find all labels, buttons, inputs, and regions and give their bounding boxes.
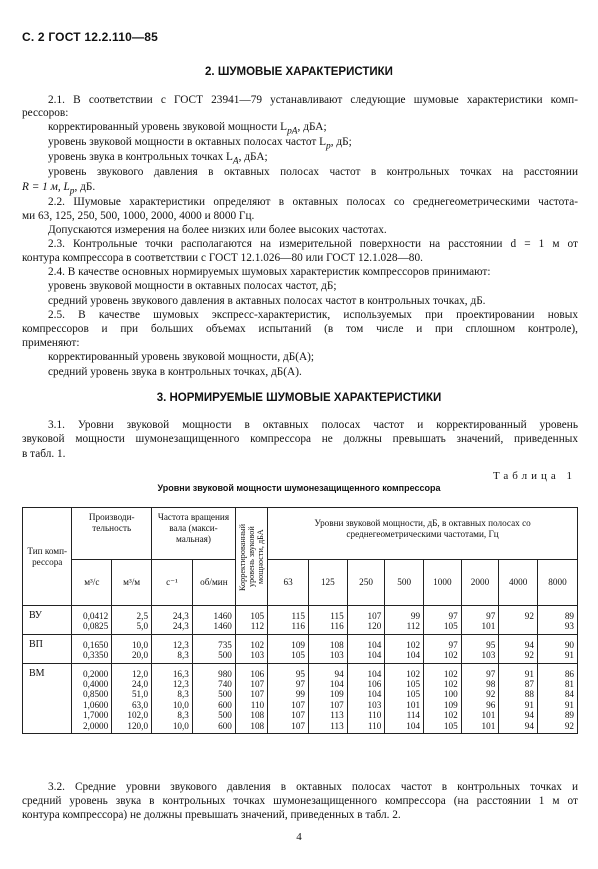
cell-value: 104 [329,679,344,690]
header-levels: Уровни звуковой мощности, дБ, в октавных полосах со среднегеометрическими частотами, Гц [268,508,578,560]
cell-value: 112 [406,621,421,632]
table-cell [192,663,235,733]
freq-125: 125 [309,560,348,606]
list-item-4-line2: R = 1 м, $L_p$, дБ. [22,181,96,197]
cell-value: 102 [406,639,421,650]
list-item-1: корректированный уровень звуковой мощности $L_{pA}$, дБА; [48,121,327,137]
cell-value: 10,0 [172,699,189,710]
cell-value: 600 [218,699,232,710]
cell-value: 92 [524,650,534,661]
cell-value: 20,0 [131,650,149,661]
cell-value: 110 [367,710,382,721]
table-cell [235,634,267,663]
cell-value: 94 [524,639,534,650]
para-2-3-line2: контура компрессора в соответствии с ГОСТ 12.1.026—80 или ГОСТ 12.1.028—80. [22,252,423,264]
freq-500: 500 [385,560,424,606]
cell-value: 740 [218,679,232,690]
cell-value: 5,0 [136,621,149,632]
table-cell [309,634,348,663]
cell-value: 105 [443,621,458,632]
unit-s-1: с⁻¹ [152,560,193,606]
cell-value: 97 [448,639,458,650]
para-3-2-line2: средний уровень звука в контрольных точках шумонезащищенного компрессора (на расстоянии 1 м от [22,795,578,807]
cell-value: 106 [367,679,382,690]
cell-value: 24,3 [172,621,189,632]
cell-value: 1,7000 [82,710,109,721]
cell-value: 107 [367,611,382,621]
table-cell [309,606,348,635]
table-cell [461,634,499,663]
cell-value: 0,4000 [82,679,109,690]
unit-m3m: м³/м [112,560,152,606]
table-cell [268,663,309,733]
cell-value: 105 [250,611,265,621]
cell-value: 105 [406,689,421,700]
para-2-5-line4: корректированный уровень звуковой мощности, дБ(A); [48,351,315,363]
cell-value: 86 [564,668,574,679]
cell-value: 97 [486,668,496,679]
cell-value: 101 [406,699,421,710]
cell-value: 0,0825 [82,621,109,632]
para-2-5-line1: 2.5. В качестве шумовых экспресс-характеристик, используемых при проектировании новых [48,309,578,321]
table-cell [72,634,112,663]
cell-value: 87 [524,679,534,690]
cell-value: 107 [250,689,265,700]
cell-value: 735 [218,639,232,650]
cell-value: 104 [367,689,382,700]
cell-value: 84 [564,689,574,700]
cell-value: 113 [330,710,344,721]
cell-value: 107 [291,720,305,731]
para-2-2-line3: Допускаются измерения на более низких или более высоких частотах. [48,224,387,236]
table-title: Уровни звуковой мощности шумонезащищенного компрессора [157,483,441,493]
table-cell [347,634,385,663]
table-cell [537,663,577,733]
cell-value: 91 [524,699,534,710]
cell-value: 107 [291,710,305,721]
cell-value: 104 [367,639,382,650]
cell-value [500,621,534,631]
table-cell [152,634,193,663]
cell-value: 115 [291,611,305,621]
cell-value: 91 [564,650,574,661]
cell-value: 92 [486,689,496,700]
unit-rpm: об/мин [192,560,235,606]
table-row [23,663,578,733]
cell-value: 8,3 [177,689,189,700]
table-cell [112,663,152,733]
cell-value: 110 [367,720,382,731]
para-2-5-line2: компрессоров и при больших объемах испытаний (в том числе и при сплошном контроле), [22,323,578,335]
cell-value: 103 [250,650,265,661]
cell-value: 1,0600 [82,699,109,710]
section-2-title: 2. ШУМОВЫЕ ХАРАКТЕРИСТИКИ [205,66,393,78]
table-cell [499,663,538,733]
list-item-3: уровень звука в контрольных точках $L_A$, дБА; [48,151,268,167]
cell-value: 100 [443,689,458,700]
cell-value: 102,0 [127,710,149,721]
cell-value: 109 [443,699,458,710]
cell-value: 109 [329,689,344,700]
cell-value: 99 [410,611,421,621]
cell-value: 88 [524,689,534,700]
table-cell [235,663,267,733]
cell-value: 8,3 [177,710,189,721]
cell-value: 101 [481,720,496,731]
cell-value: 120 [367,621,382,632]
cell-value: 110 [250,699,265,710]
cell-value: 90 [564,639,574,650]
cell-value: 63,0 [131,699,149,710]
cell-value: 10,0 [172,720,189,731]
header-rotation: Частота вращения вала (макси-мальная) [152,508,236,560]
cell-value: 103 [367,699,382,710]
cell-value: 500 [218,650,232,661]
cell-value: 600 [218,720,232,731]
table-cell [152,663,193,733]
cell-value: 0,8500 [82,689,109,700]
para-3-2-line3: контура компрессора) не должны превышать значений, приведенных в табл. 2. [22,809,401,821]
cell-value: 115 [330,611,344,621]
cell-value: 104 [406,650,421,661]
cell-value: 105 [291,650,305,661]
para-2-5-line3: применяют: [22,337,80,349]
cell-value: 93 [564,621,574,632]
cell-value: 89 [564,710,574,721]
compressor-type: ВУ [23,606,72,635]
table-cell [424,663,462,733]
table-cell [235,606,267,635]
header-performance: Производи-тельность [72,508,152,560]
table-cell [537,606,577,635]
cell-value: 105 [443,720,458,731]
para-3-1-line2: звуковой мощности шумонезащищенного компрессора не должны превышать значений, приведенных [22,433,578,445]
cell-value: 12,0 [131,668,149,679]
header-corrected: Корректированный уровень звуковой мощности, дБА [235,508,267,606]
section-3-title: 3. НОРМИРУЕМЫЕ ШУМОВЫЕ ХАРАКТЕРИСТИКИ [156,392,442,404]
header-type: Тип комп-рессора [23,508,72,606]
table-cell [192,606,235,635]
cell-value: 81 [564,679,574,690]
cell-value: 97 [295,679,305,690]
cell-value: 103 [481,650,496,661]
cell-value: 94 [524,720,534,731]
cell-value: 94 [334,668,344,679]
cell-value: 500 [218,710,232,721]
cell-value: 0,2000 [82,668,109,679]
table-cell [424,634,462,663]
cell-value: 120,0 [127,720,149,731]
table-cell [499,606,538,635]
para-2-2-line2: ми 63, 125, 250, 500, 1000, 2000, 4000 и 8000 Гц. [22,210,255,222]
cell-value: 116 [291,621,305,632]
cell-value: 0,3350 [82,650,109,661]
page-header: С. 2 ГОСТ 12.2.110—85 [22,30,158,44]
cell-value: 105 [406,679,421,690]
para-2-2-line1: 2.2. Шумовые характеристики определяют в октавных полосах со среднегеометрическими частота- [48,196,578,208]
freq-2000: 2000 [461,560,499,606]
cell-value: 107 [250,679,265,690]
table-cell [112,606,152,635]
cell-value: 92 [524,611,534,621]
unit-m3s: м³/с [72,560,112,606]
para-3-2-line1: 3.2. Средние уровни звукового давления в октавных полосах частот в контрольных точках и [48,781,578,793]
para-2-1-line1: 2.1. В соответствии с ГОСТ 23941—79 устанавливают следующие шумовые характеристики комп- [48,94,578,106]
cell-value: 99 [295,689,305,700]
cell-value: 102 [443,668,458,679]
cell-value: 114 [406,710,421,721]
cell-value: 91 [564,699,574,710]
table-cell [192,634,235,663]
table-cell [424,606,462,635]
cell-value: 102 [406,668,421,679]
para-3-1-line1: 3.1. Уровни звуковой мощности в октавных полосах частот и корректированный уровень [48,419,578,431]
table-label: Таблица 1 [492,470,576,482]
compressor-type: ВМ [23,663,72,733]
cell-value: 95 [295,668,305,679]
table-cell [385,663,424,733]
para-2-4-line1: 2.4. В качестве основных нормируемых шумовых характеристик компрессоров принимают: [48,266,491,278]
cell-value: 94 [524,710,534,721]
cell-value: 95 [486,639,496,650]
cell-value: 24,3 [172,611,189,621]
table-cell [72,606,112,635]
cell-value: 97 [448,611,458,621]
cell-value: 12,3 [172,639,189,650]
freq-8000: 8000 [537,560,577,606]
cell-value: 2,0000 [82,720,109,731]
table-row [23,634,578,663]
cell-value: 108 [250,710,265,721]
cell-value: 116 [330,621,344,632]
cell-value: 113 [330,720,344,731]
table-cell [268,634,309,663]
cell-value: 91 [524,668,534,679]
cell-value: 102 [443,679,458,690]
table-cell [309,663,348,733]
para-2-1-line2: рессоров: [22,107,69,119]
cell-value: 97 [486,611,496,621]
cell-value: 102 [443,650,458,661]
cell-value: 104 [367,650,382,661]
cell-value: 103 [329,650,344,661]
cell-value: 24,0 [131,679,149,690]
cell-value: 107 [329,699,344,710]
list-item-2: уровень звуковой мощности в октавных полосах частот $L_p$, дБ; [48,136,352,152]
cell-value: 1460 [213,611,232,621]
cell-value: 8,3 [177,650,189,661]
table-cell [152,606,193,635]
cell-value: 96 [486,699,496,710]
para-2-5-line5: средний уровень звука в контрольных точках, дБ(A). [48,366,302,378]
freq-250: 250 [347,560,385,606]
table-cell [537,634,577,663]
cell-value: 0,1650 [82,639,109,650]
table-cell [72,663,112,733]
freq-1000: 1000 [424,560,462,606]
cell-value: 112 [250,621,265,632]
table-cell [385,606,424,635]
cell-value: 0,0412 [82,611,109,621]
para-3-1-line3: в табл. 1. [22,448,66,460]
cell-value: 102 [443,710,458,721]
table-cell [499,634,538,663]
cell-value: 101 [481,621,496,632]
para-2-3-line1: 2.3. Контрольные точки располагаются на измерительной поверхности на расстоянии d = 1 м от [48,238,578,250]
cell-value: 1460 [213,621,232,632]
cell-value: 108 [329,639,344,650]
table-body [23,606,578,734]
freq-63: 63 [268,560,309,606]
cell-value: 109 [291,639,305,650]
cell-value: 104 [406,720,421,731]
table-cell [461,606,499,635]
cell-value: 89 [564,611,574,621]
list-item-4-line1: уровень звукового давления в октавных полосах частот в контрольных точках на расстоянии [48,166,578,178]
freq-4000: 4000 [499,560,538,606]
cell-value: 104 [367,668,382,679]
cell-value: 980 [218,668,232,679]
noise-table [22,507,578,734]
table-cell [112,634,152,663]
compressor-type: ВП [23,634,72,663]
para-2-4-line3: средний уровень звукового давления в актавных полосах частот в контрольных точках, дБ. [48,295,486,307]
cell-value: 500 [218,689,232,700]
cell-value: 108 [250,720,265,731]
cell-value: 2,5 [136,611,149,621]
page-number: 4 [296,831,302,843]
cell-value: 16,3 [172,668,189,679]
cell-value: 107 [291,699,305,710]
table-row [23,606,578,635]
table-cell [385,634,424,663]
table-cell [268,606,309,635]
cell-value: 98 [486,679,496,690]
cell-value: 10,0 [131,639,149,650]
cell-value: 106 [250,668,265,679]
cell-value: 102 [250,639,265,650]
cell-value: 12,3 [172,679,189,690]
table-cell [461,663,499,733]
cell-value: 51,0 [131,689,149,700]
table-cell [347,606,385,635]
para-2-4-line2: уровень звуковой мощности в октавных полосах частот, дБ; [48,280,337,292]
cell-value: 92 [564,720,574,731]
table-cell [347,663,385,733]
cell-value: 101 [481,710,496,721]
